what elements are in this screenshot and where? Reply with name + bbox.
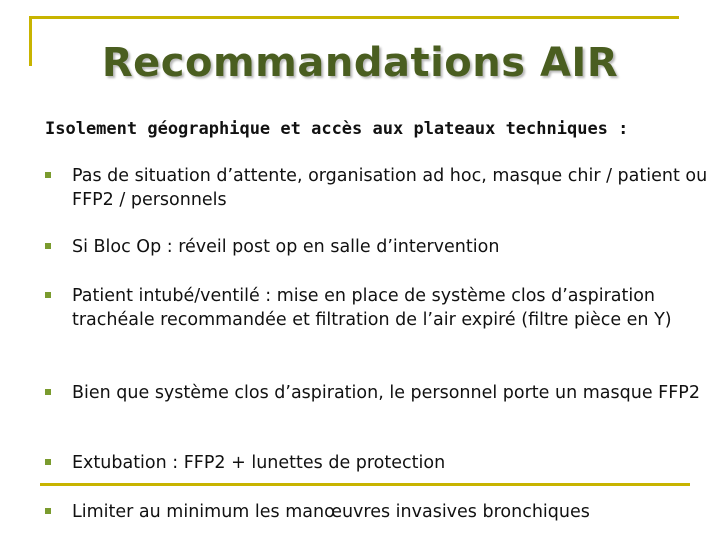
bullet-marker-icon — [45, 508, 51, 514]
section-heading: Isolement géographique et accès aux plateaux techniques : — [45, 119, 629, 139]
bullet-text: Pas de situation d’attente, organisation ad hoc, masque chir / patient ou FFP2 / personnels — [72, 166, 708, 210]
bullet-text: Bien que système clos d’aspiration, le personnel porte un masque FFP2 — [72, 383, 700, 403]
bullet-text: Si Bloc Op : réveil post op en salle d’intervention — [72, 237, 500, 257]
bullet-text: Limiter au minimum les manœuvres invasives bronchiques — [72, 502, 590, 522]
bullet-marker-icon — [45, 243, 51, 249]
top-border-line — [29, 16, 679, 19]
bullet-item — [45, 235, 710, 259]
bullet-item — [45, 284, 710, 332]
bullet-marker-icon — [45, 389, 51, 395]
bullet-item — [45, 451, 710, 475]
bullet-text: Extubation : FFP2 + lunettes de protection — [72, 453, 446, 473]
bullet-marker-icon — [45, 292, 51, 298]
bottom-border-line — [40, 483, 690, 486]
slide-title: Recommandations AIR — [101, 40, 619, 86]
bullet-text: Patient intubé/ventilé : mise en place de système clos d’aspiration trachéale recommandée et filtration de l’air expiré (filtre pièce en Y) — [72, 286, 672, 330]
bullet-item — [45, 500, 710, 524]
bullet-marker-icon — [45, 172, 51, 178]
bullet-marker-icon — [45, 459, 51, 465]
bullet-item — [45, 381, 710, 405]
bullet-item — [45, 164, 710, 212]
